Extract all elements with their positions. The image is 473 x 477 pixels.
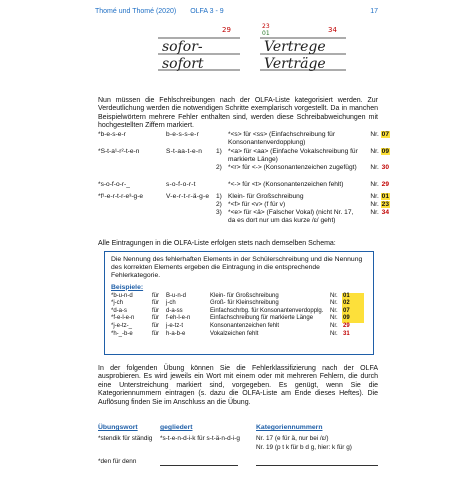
beispiel-wrong: *h-_-b-e: [111, 330, 133, 337]
entry-description: *<s> für <ss> (Einfachschreibung für Konsonantenverdopplung): [228, 131, 336, 146]
entry-nr-value: 01: [381, 193, 389, 200]
entry-description: *<e> für <ä> (Falscher Vokal) (nicht Nr. 17, da es dort nur um das kurze /ɛ/ geht): [228, 209, 354, 224]
beispiel-row: [111, 315, 367, 323]
col-kategorien: Kategoriennummern: [256, 424, 323, 431]
exercise-category-2: Nr. 19 (p t k für b d g, hier: k für g): [256, 444, 352, 451]
beispiel-row: [111, 308, 367, 316]
example-wrong: *s-o-f-o-r-_: [98, 181, 130, 188]
beispiel-nr-value: 01: [342, 293, 364, 301]
col-gegliedert: gegliedert: [160, 424, 193, 431]
beispiel-fuer: für: [152, 322, 160, 329]
beispiel-fuer: für: [152, 292, 160, 299]
beispiel-category: Konsonantenzeichen fehlt: [210, 322, 280, 329]
entry-index: 3): [216, 209, 222, 216]
example-correct: S-t-aa-t-e-n: [166, 148, 203, 155]
beispiel-category: Groß- für Kleinschreibung: [210, 300, 279, 307]
example-entries: [216, 193, 390, 225]
beispiel-correct: j-ch: [166, 300, 176, 307]
beispiel-nr-label: Nr.: [330, 300, 338, 307]
example-entry: [216, 164, 390, 172]
entry-description: *<r> für <-> (Konsonantenzeichen zugefügt): [228, 164, 357, 171]
entry-number: [360, 181, 390, 189]
entry-nr-value: 23: [381, 201, 389, 208]
hw-word1-top: sofor-: [162, 39, 203, 55]
example-entry: [216, 148, 390, 164]
entry-number: [360, 164, 390, 172]
hw-mark1: 29: [222, 26, 231, 34]
example-entries: [216, 181, 390, 189]
col-uebungswort: Übungswort: [98, 424, 138, 431]
entry-number: [360, 201, 390, 209]
beispiel-wrong: *b-u-n-d: [111, 292, 133, 299]
entry-number: [360, 148, 390, 156]
entry-description: *<a> für <aa> (Einfache Vokalschreibung für markierte Länge): [228, 148, 358, 163]
beispiel-row: [111, 293, 367, 301]
hw-mark2b: 01: [262, 30, 270, 37]
entry-nr-label: Nr.: [370, 164, 381, 171]
entry-nr-label: Nr.: [370, 131, 381, 138]
beispiel-category: Vokalzeichen fehlt: [210, 330, 259, 337]
beispiel-wrong: *j-ch: [111, 300, 124, 307]
beispiel-wrong: *j-e-tz-_: [111, 322, 133, 329]
exercise-table: [98, 424, 378, 477]
exercise-segmented: *s-t-e-n-d-i-k für s-t-ä-n-d-i-g: [160, 435, 240, 442]
example-correct: V-e-r-t-r-ä-g-e: [166, 193, 210, 200]
entry-nr-label: Nr.: [370, 181, 381, 188]
beispiel-nr-label: Nr.: [330, 292, 338, 299]
beispiel-nr-value: 09: [342, 315, 364, 323]
entry-nr-label: Nr.: [370, 209, 381, 216]
example-wrong: *f¹-e-r-t-r-e³-g-e: [98, 193, 144, 200]
entry-nr-value: 07: [381, 131, 389, 138]
beispiel-nr-label: Nr.: [330, 315, 338, 322]
schema-line: Alle Eintragungen in die OLFA-Liste erfolgen stets nach demselben Schema:: [98, 240, 336, 247]
header-author: Thomé und Thomé (2020): [95, 8, 177, 15]
exercise-word: *den für denn: [98, 458, 137, 465]
example-entries: [216, 148, 390, 172]
example-entry: [216, 193, 390, 201]
beispiel-row: [111, 331, 367, 339]
example-correct: s-o-f-o-r-t: [166, 181, 196, 188]
entry-index: 1): [216, 148, 222, 155]
entry-description: *<f> für <v> (f für v): [228, 201, 286, 208]
exercise-blank-category: [256, 458, 378, 466]
beispiel-correct: d-a-ss: [166, 307, 183, 314]
beispiel-nr-value: 07: [342, 308, 364, 316]
beispiel-fuer: für: [152, 300, 160, 307]
schema-box-text: Die Nennung des fehlerhaften Elements in der Schülerschreibung und die Nennung des korrekten Elements ergeben die Eintragung in die entsprechende Fehlerkategorie.: [111, 256, 363, 280]
beispiel-row: [111, 300, 367, 308]
beispiele-rows: [111, 293, 367, 339]
entry-nr-value: 30: [381, 164, 389, 171]
exercise-row: [98, 458, 378, 477]
beispiel-nr-label: Nr.: [330, 307, 338, 314]
beispiel-nr-value: 02: [342, 300, 364, 308]
hw-mark2a: 23: [262, 23, 270, 30]
handwritten-example: [150, 20, 350, 90]
example-entry: [216, 181, 390, 189]
beispiel-correct: h-a-b-e: [166, 330, 186, 337]
beispiel-category: Einfachschrbg. für Konsonantenverdopplg.: [210, 307, 324, 314]
entry-nr-label: Nr.: [370, 193, 381, 200]
example-correct: b-e-s-s-e-r: [166, 131, 199, 138]
beispiele-label: Beispiele:: [111, 283, 144, 291]
entry-index: 2): [216, 164, 222, 171]
entry-number: [360, 209, 390, 217]
exercise-rows: [98, 435, 378, 477]
beispiel-correct: f-eh-l-e-n: [166, 315, 191, 322]
beispiel-row: [111, 323, 367, 331]
beispiel-wrong: *d-a-s: [111, 307, 128, 314]
beispiel-fuer: für: [152, 330, 160, 337]
entry-description: *<-> für <t> (Konsonantenzeichen fehlt): [228, 181, 344, 188]
exercise-header: [98, 424, 378, 431]
intro-paragraph: Nun müssen die Fehlschreibungen nach der OLFA-Liste kategorisiert werden. Zur Verdeutlichung werden die notwendigen Schritte exemplarisch vorgestellt. Da in manchen Beispielwörtern mehrere Fehler enthalten sind, werden diese Schreibabweichungen mit hochgestellten Ziffern markiert.: [98, 97, 378, 130]
beispiel-category: Klein- für Großschreibung: [210, 292, 279, 299]
beispiel-nr-value: 31: [343, 330, 350, 337]
exercise-word: *stendik für ständig: [98, 435, 153, 442]
beispiel-wrong: *f-e-l-e-n: [111, 315, 135, 322]
entry-nr-value: 34: [381, 209, 389, 216]
exercise-row: [98, 435, 378, 454]
hw-word1-bottom: sofort: [162, 56, 204, 72]
entry-nr-label: Nr.: [370, 148, 381, 155]
example-entries: [216, 131, 390, 147]
example-entry: [216, 209, 390, 225]
entry-nr-value: 29: [381, 181, 389, 188]
entry-nr-value: 09: [381, 148, 389, 155]
page-header: [95, 8, 378, 15]
hw-mark2c: 34: [328, 26, 337, 34]
entry-description: Klein- für Großschreibung: [228, 193, 304, 200]
entry-number: [360, 131, 390, 139]
page-number: 17: [370, 8, 378, 15]
hw-word2-bottom: Verträge: [264, 56, 326, 72]
beispiel-category: Einfachschreibung für markierte Länge: [210, 315, 314, 322]
beispiel-nr-value: 29: [343, 322, 350, 329]
beispiel-correct: j-e-tz-t: [166, 322, 183, 329]
exercise-blank-segmented: [160, 458, 238, 466]
example-entry: [216, 131, 390, 147]
beispiel-fuer: für: [152, 307, 160, 314]
exercise-category-1: Nr. 17 (e für ä, nur bei /ɛ/): [256, 435, 329, 442]
entry-index: 2): [216, 201, 222, 208]
entry-index: 1): [216, 193, 222, 200]
header-doc: OLFA 3 - 9: [190, 8, 224, 15]
beispiel-nr-label: Nr.: [330, 330, 338, 337]
example-entry: [216, 201, 390, 209]
hw-word2-top: Vertrege: [264, 39, 326, 55]
example-wrong: *b-e-s-e-r: [98, 131, 126, 138]
exercise-intro: In der folgenden Übung können Sie die Fehlerklassifizierung nach der OLFA ausprobieren. Es wird jeweils ein Wort mit einem oder mit mehreren Fehlern, die durch eine Unterstreichung markiert sind, vorgegeben. Es genügt, wenn Sie die Kategoriennummern eintragen (s. dazu die OLFA-Liste am Ende dieses Heftes). Die Auflösung finden Sie im Anschluss an die Übung.: [98, 365, 378, 406]
beispiel-nr-label: Nr.: [330, 322, 338, 329]
schema-box: [104, 251, 374, 355]
example-wrong: *S-t-a¹-r²-t-e-n: [98, 148, 140, 155]
entry-nr-label: Nr.: [370, 201, 381, 208]
beispiel-correct: B-u-n-d: [166, 292, 187, 299]
entry-number: [360, 193, 390, 201]
beispiel-fuer: für: [152, 315, 160, 322]
